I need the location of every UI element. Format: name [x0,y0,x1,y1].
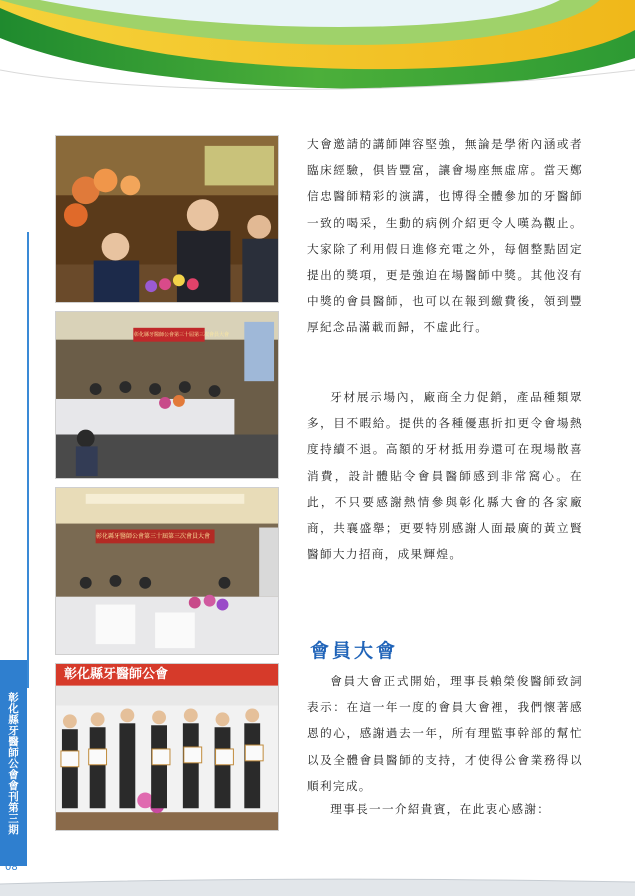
award-group-photo [55,663,279,831]
article-paragraph-1: 大會邀請的講師陣容堅強，無論是學術內涵或者臨床經驗，俱皆豐富，讓會場座無虛席。當天鄭信忠醫師精彩的演講，也博得全體參加的牙醫師一致的喝采，生動的病例介紹更令人嘆為觀止。大家除了利用假日進修充電之外，每個整點固定提出的獎項，更是強迫在場醫師中獎。其他沒有中獎的會員醫師，也可以在報到繳費後，領到豐厚紀念品滿載而歸，不虛此行。 [307,137,583,335]
meeting-hall-photo-1 [55,311,279,479]
meeting-hall-photo-2 [55,487,279,655]
hall-banner-text: 彰化縣牙醫師公會第三十屆第三次會員大會 [96,533,211,540]
sidebar-accent-line [27,232,29,688]
header-decorative-band [0,0,635,100]
publication-title-tab [0,660,27,866]
hall-banner-text: 彰化縣牙醫師公會第三十屆第三次會員大會 [134,332,230,338]
section-title: 會員大會 [310,640,399,662]
article-paragraph-3: 會員大會正式開始，理事長賴榮俊醫師致詞表示：在這一年一度的會員大會裡，我們懷著感恩的心，感謝過去一年，所有理監事幹部的幫忙以及全體會員醫師的支持，才使得公會業務得以順利完成。 [307,674,583,793]
page-number: 08 [5,862,18,873]
footer-decorative-band [0,876,635,896]
article-paragraph-2: 牙材展示場內，廠商全力促銷，產品種類眾多，目不暇給。提供的各種優惠折扣更令會場熱度持續不退。高額的牙材抵用券還可在現場散喜消費，設計體貼令會員醫師感到非常窩心。在此，不只要感謝熱情參與彰化縣大會的各家廠商，共襄盛舉；更要特別感謝人面最廣的黃立賢醫師大力招商，成果輝煌。 [307,390,583,562]
speaker-lecture-photo [55,135,279,303]
publication-title: 彰化縣牙醫師公會會刊第三期 [7,691,19,835]
article-paragraph-4: 理事長一一介紹貴賓，在此衷心感謝： [330,802,551,816]
award-banner-text: 彰化縣牙醫師公會 [64,667,169,682]
